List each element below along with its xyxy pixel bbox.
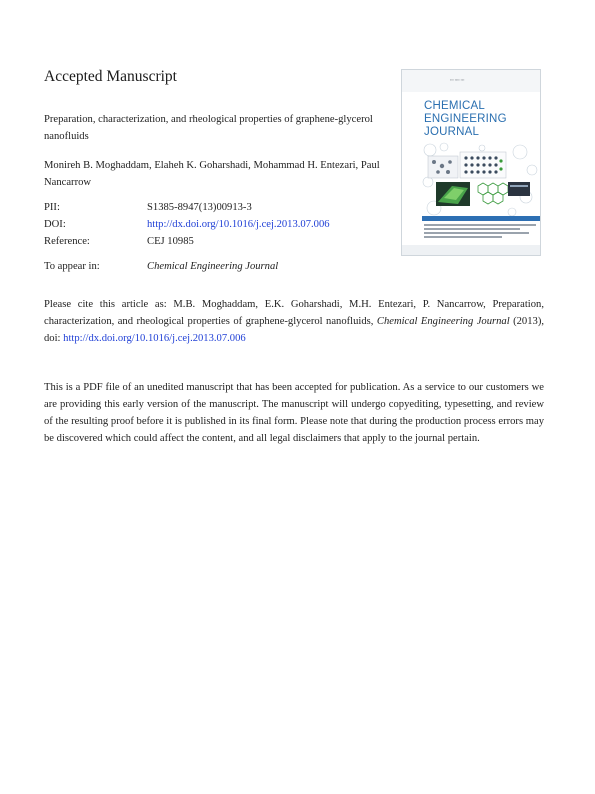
- article-authors: Monireh B. Moghaddam, Elaheh K. Goharshadi, Mohammad H. Entezari, Paul Nancarrow: [44, 160, 380, 188]
- reference-row: [44, 233, 330, 250]
- citation-year: (2013), doi:: [44, 316, 544, 344]
- reference-label: Reference:: [44, 236, 90, 247]
- cover-title-line-3: JOURNAL: [424, 126, 480, 138]
- cover-footer-strip: [402, 245, 540, 255]
- article-metadata: [44, 199, 330, 250]
- cover-header-strip: [402, 70, 540, 92]
- to-appear-in-row: [44, 261, 278, 272]
- article-title: Preparation, characterization, and rheological properties of graphene-glycerol nanofluids: [44, 114, 373, 142]
- pii-label: PII:: [44, 202, 60, 213]
- manuscript-notice: This is a PDF file of an unedited manuscript that has been accepted for publication. As a service to our customers we are providing this early version of the manuscript. The manuscript will undergo copyediting, typesetting, and review of the resulting proof before it is published in its final form. Please note that during the production process errors may be discovered which could affect the content, and all legal disclaimers that apply to the journal pertain.: [44, 382, 544, 444]
- citation-doi-link[interactable]: http://dx.doi.org/10.1016/j.cej.2013.07.006: [63, 333, 246, 344]
- cover-blue-band: [422, 216, 540, 221]
- citation-journal: Chemical Engineering Journal: [376, 316, 510, 327]
- doi-label: DOI:: [44, 219, 66, 230]
- pii-row: [44, 199, 330, 216]
- cover-journal-title: [424, 100, 507, 139]
- cover-title-line-2: ENGINEERING: [424, 113, 507, 125]
- reference-value: CEJ 10985: [147, 236, 194, 247]
- cover-artwork: [422, 142, 538, 218]
- page-heading: Accepted Manuscript: [44, 68, 177, 85]
- doi-link[interactable]: http://dx.doi.org/10.1016/j.cej.2013.07.006: [147, 219, 330, 230]
- cover-volume-text: ▪▪▪ ▪▪▪▪ ▪▪▪: [450, 78, 465, 82]
- cover-title-line-1: CHEMICAL: [424, 100, 486, 112]
- pii-value: S1385-8947(13)00913-3: [147, 202, 252, 213]
- citation-paragraph: [44, 296, 544, 347]
- to-appear-in-journal: Chemical Engineering Journal: [147, 261, 279, 272]
- journal-cover-image: [401, 69, 541, 256]
- citation-text: Please cite this article as: M.B. Moghaddam, E.K. Goharshadi, M.H. Entezari, P. Nancarrow, Preparation, characterization, and rheological properties of graphene-glycerol nanofluids,: [44, 299, 544, 327]
- cover-text-lines: [424, 224, 536, 240]
- doi-row: [44, 216, 330, 233]
- to-appear-in-label: To appear in:: [44, 261, 100, 272]
